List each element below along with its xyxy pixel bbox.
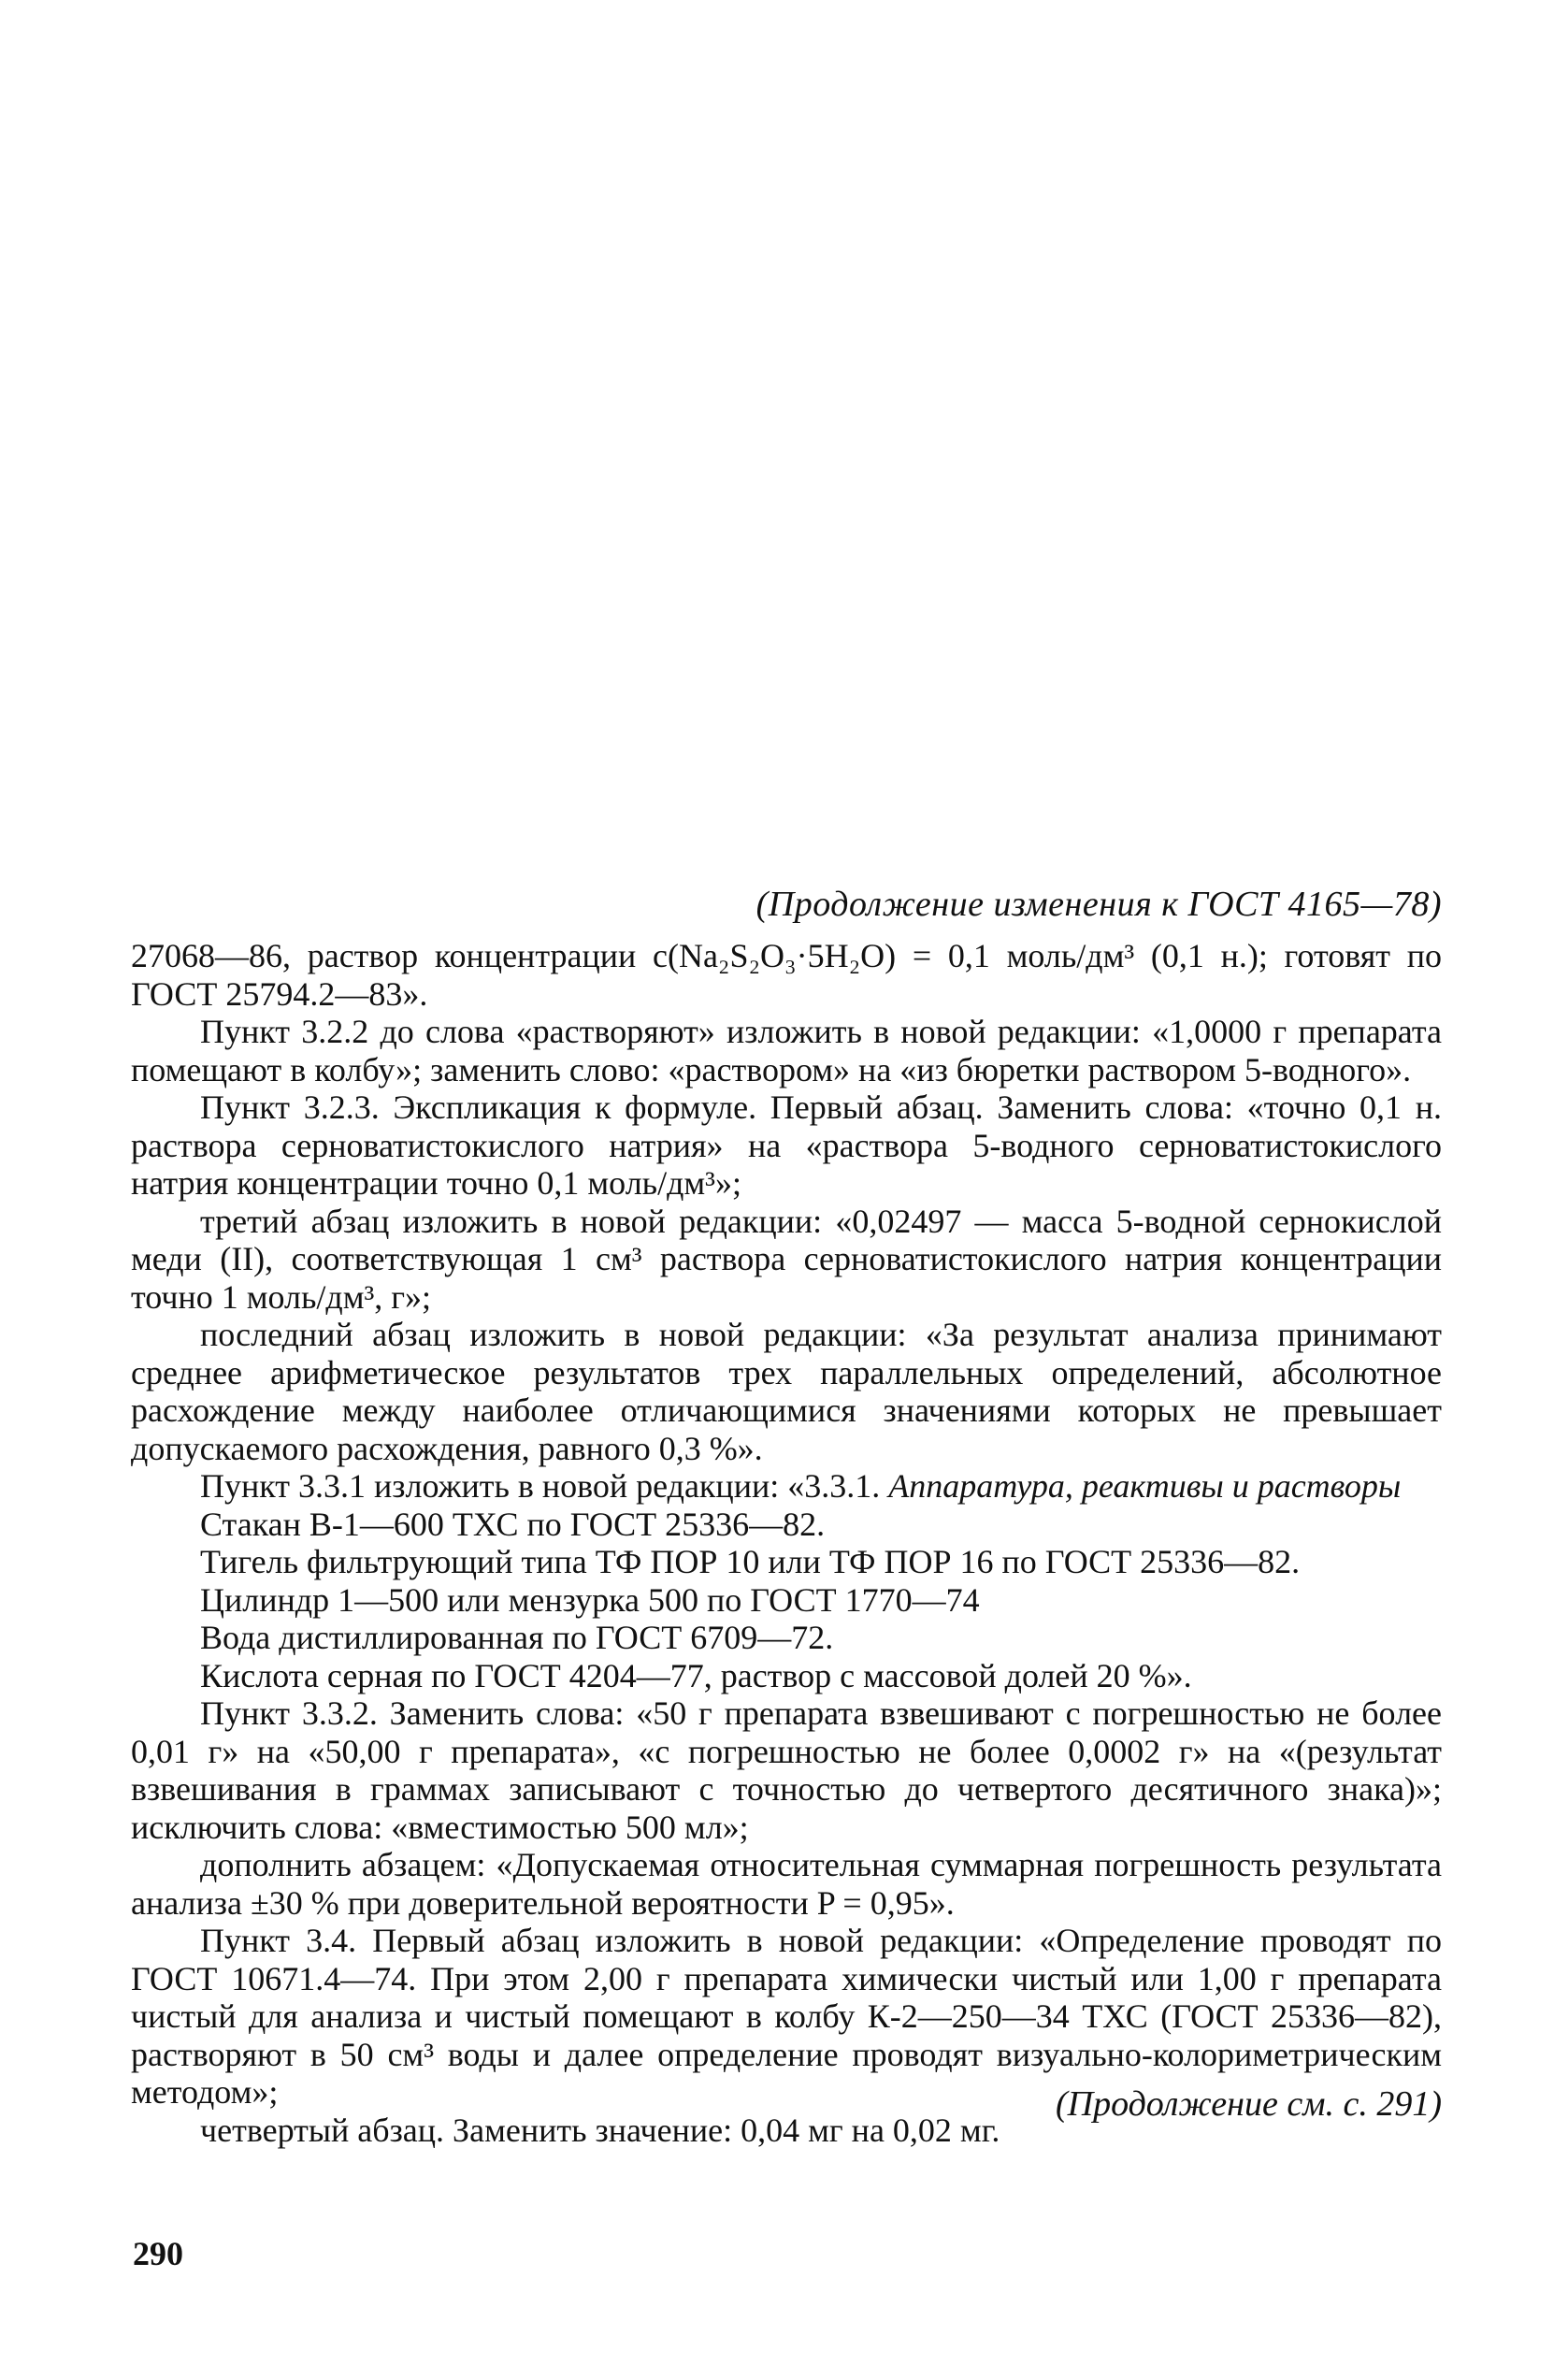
paragraph-clause-3-3-1 bbox=[131, 1467, 1442, 1506]
continuation-footer: (Продолжение см. с. 291) bbox=[1055, 2084, 1442, 2124]
page-number: 290 bbox=[133, 2235, 183, 2272]
clause-3-3-1-lead: Пункт 3.3.1 изложить в новой редакции: «3.3.1. bbox=[200, 1467, 889, 1505]
list-item-water: Вода дистиллированная по ГОСТ 6709—72. bbox=[200, 1619, 834, 1656]
paragraph-clause-3-4: Пункт 3.4. Первый абзац изложить в новой редакции: «Определение проводят по ГОСТ 10671.4—74. При этом 2,00 г препарата химически чистый или 1,00 г препарата чистый для анализа и чистый помещают в колбу К-2—250—34 ТХС (ГОСТ 25336—82), растворяют в 50 см³ воды и далее определение проводят визуально-колориметрическим методом»; bbox=[131, 1922, 1442, 2111]
continuation-header: (Продолжение изменения к ГОСТ 4165—78) bbox=[755, 885, 1442, 924]
document-body bbox=[131, 937, 1442, 2149]
paragraph-reagent-continuation: 27068—86, раствор концентрации c(Na₂S₂O₃·5H₂O) = 0,1 моль/дм³ (0,1 н.); готовят по ГОСТ 25794.2—83». bbox=[131, 937, 1442, 1013]
paragraph-fourth-abzac: четвертый абзац. Заменить значение: 0,04 мг на 0,02 мг. bbox=[200, 2111, 1000, 2149]
list-item-acid: Кислота серная по ГОСТ 4204—77, раствор с массовой долей 20 %». bbox=[200, 1656, 1192, 1694]
paragraph-clause-3-2-2: Пункт 3.2.2 до слова «растворяют» изложить в новой редакции: «1,0000 г препарата помещают в колбу»; заменить слово: «раствором» на «из бюретки раствором 5-водного». bbox=[131, 1013, 1442, 1088]
paragraph-third-abzac: третий абзац изложить в новой редакции: «0,02497 — масса 5-водной сернокислой меди (II), соответствующая 1 см³ раствора серноватистокислого натрия концентрации точно 1 моль/дм³, г»; bbox=[131, 1202, 1442, 1316]
paragraph-clause-3-3-2: Пункт 3.3.2. Заменить слова: «50 г препарата взвешивают с погрешностью не более 0,01 г» на «50,00 г препарата», «с погрешностью не более 0,0002 г» на «(результат взвешивания в граммах записывают с точностью до четвертого десятичного знака)»; исключить слова: «вместимостью 500 мл»; bbox=[131, 1694, 1442, 1846]
paragraph-clause-3-2-3: Пункт 3.2.3. Экспликация к формуле. Первый абзац. Заменить слова: «точно 0,1 н. раствора серноватистокислого натрия» на «раствора 5-водного серноватистокислого натрия концентрации точно 0,1 моль/дм³»; bbox=[131, 1088, 1442, 1202]
paragraph-additional-abzac: дополнить абзацем: «Допускаемая относительная суммарная погрешность результата анализа ±30 % при доверительной вероятности P = 0,95». bbox=[131, 1846, 1442, 1922]
clause-3-3-1-title: Аппаратура, реактивы и растворы bbox=[888, 1467, 1402, 1505]
list-item-beaker: Стакан В-1—600 ТХС по ГОСТ 25336—82. bbox=[200, 1505, 826, 1543]
list-item-cylinder: Цилиндр 1—500 или мензурка 500 по ГОСТ 1770—74 bbox=[200, 1580, 980, 1619]
list-item-crucible: Тигель фильтрующий типа ТФ ПОР 10 или ТФ ПОР 16 по ГОСТ 25336—82. bbox=[200, 1543, 1301, 1580]
paragraph-last-abzac: последний абзац изложить в новой редакции: «За результат анализа принимают среднее арифметическое результатов трех параллельных определений, абсолютное расхождение между наиболее отличающимися значениями которых не превышает допускаемого расхождения, равного 0,3 %». bbox=[131, 1316, 1442, 1467]
